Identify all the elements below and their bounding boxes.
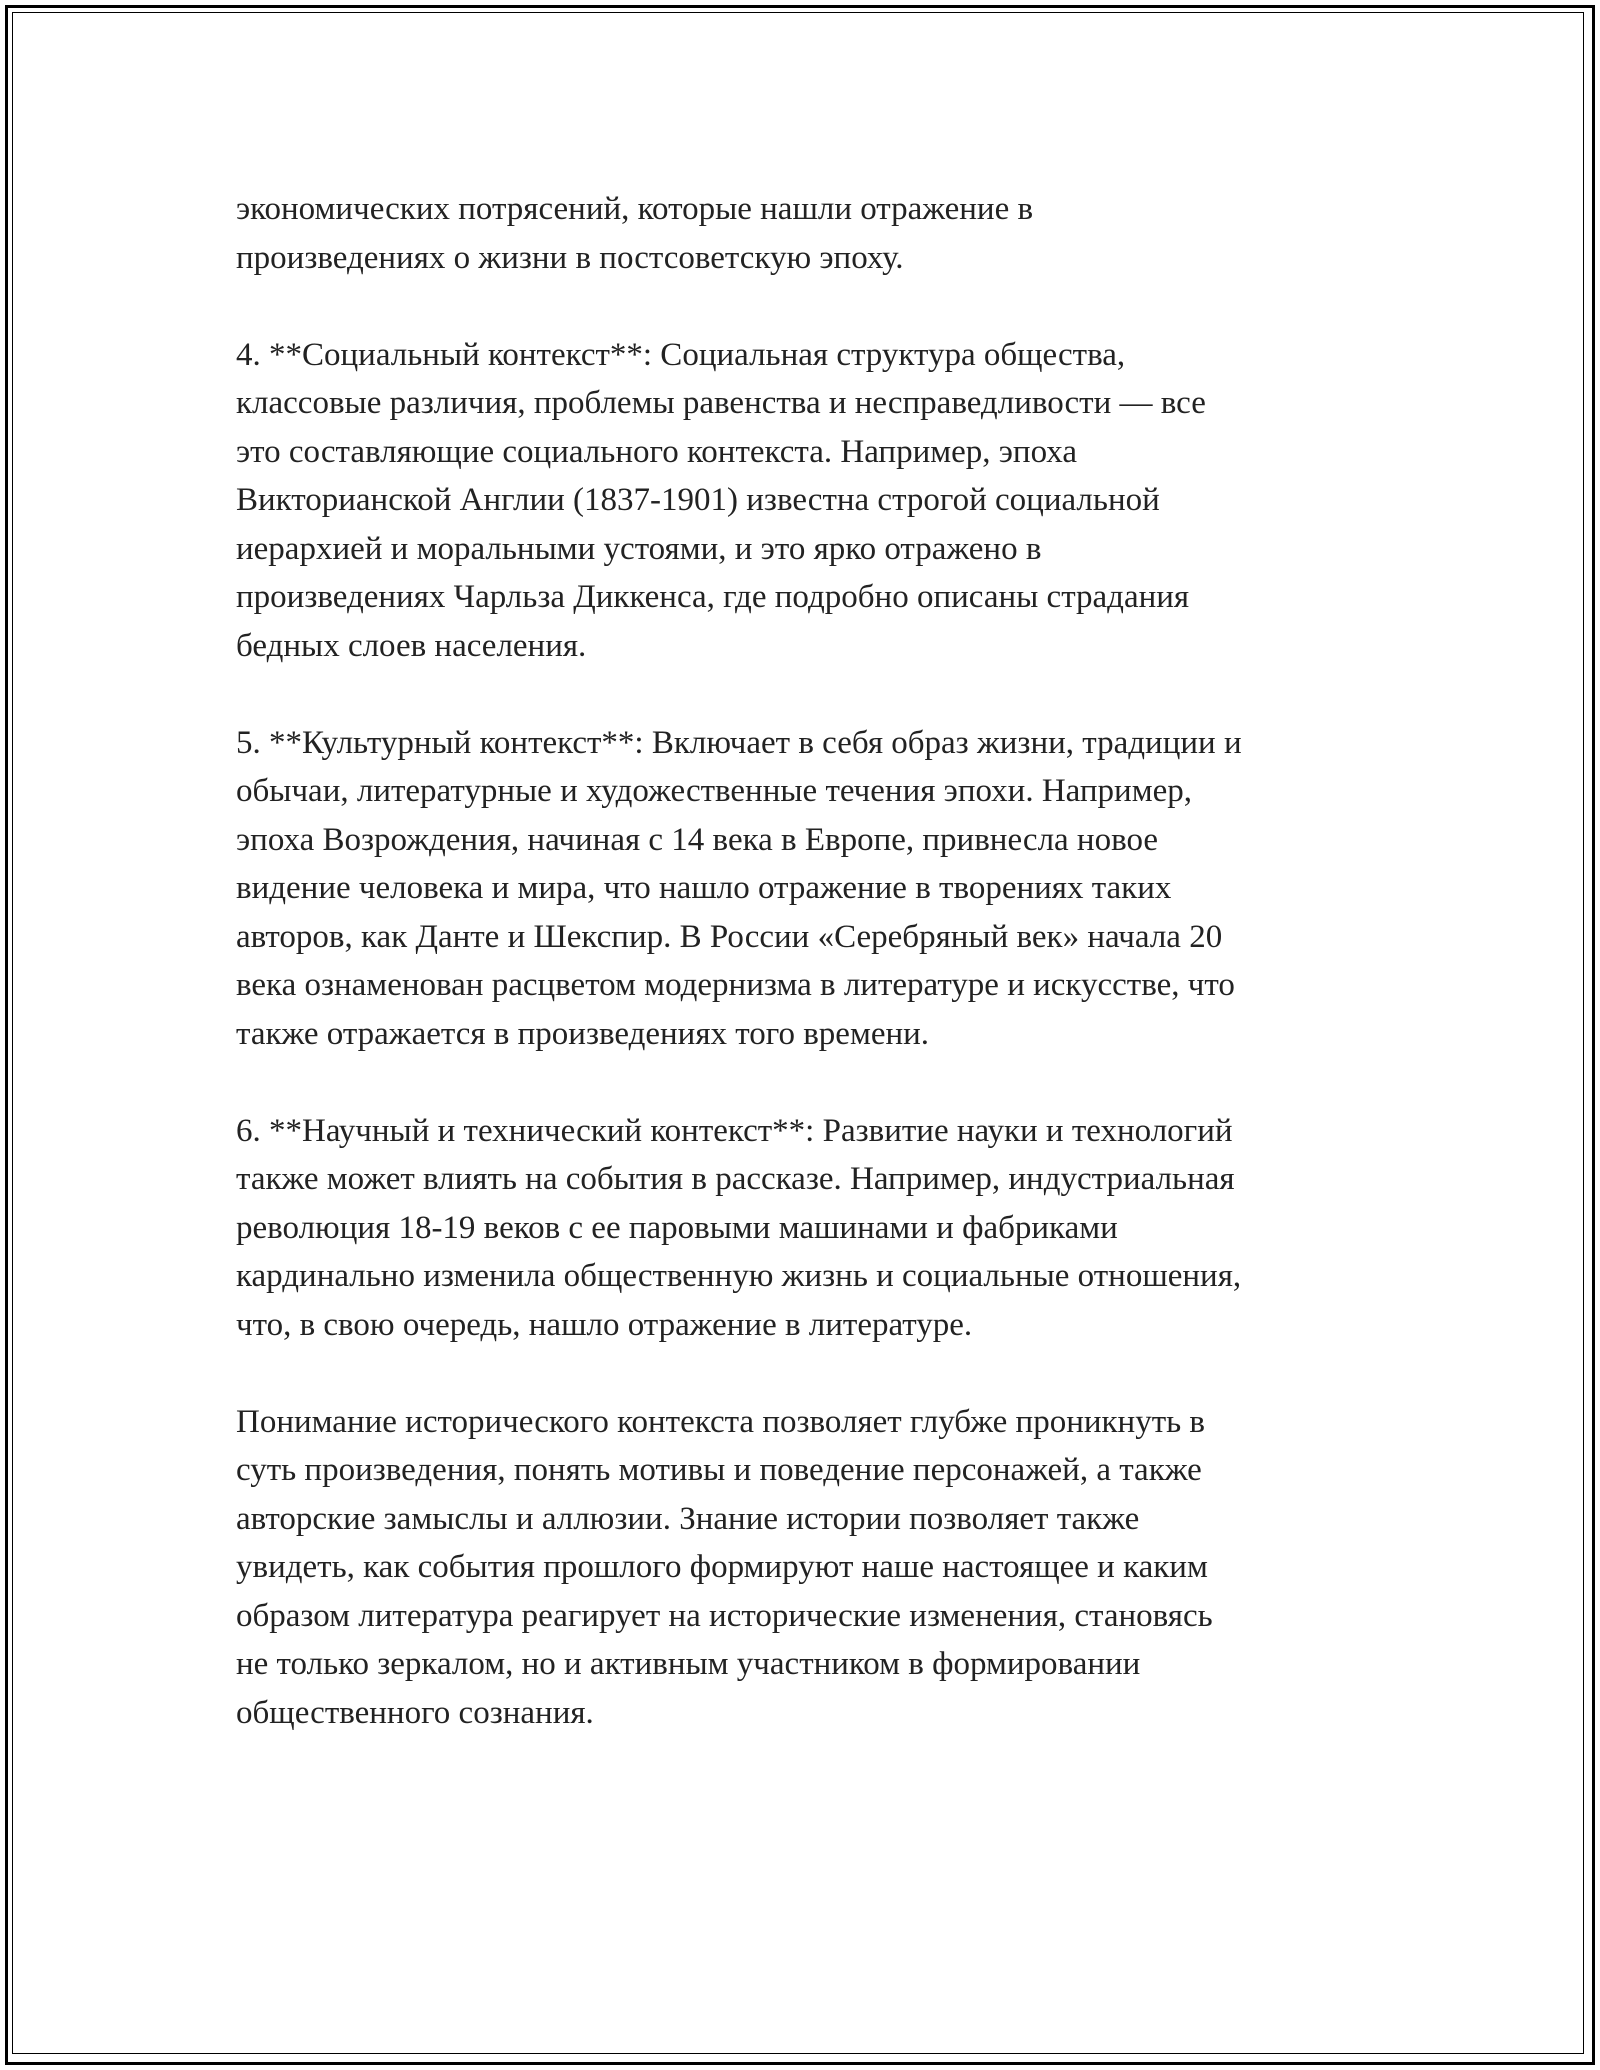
paragraph-conclusion (236, 1398, 1386, 1738)
text-line: революция 18-19 веков с ее паровыми машинами и фабриками (236, 1209, 1118, 1246)
paragraph-social-context (236, 331, 1386, 671)
text-line: 5. **Культурный контекст**: Включает в себя образ жизни, традиции и (236, 724, 1242, 761)
text-line: произведениях Чарльза Диккенса, где подробно описаны страдания (236, 579, 1190, 615)
text-line: не только зеркалом, но и активным участником в формировании (236, 1646, 1141, 1682)
text-line: 4. **Социальный контекст**: Социальная структура общества, (236, 336, 1126, 373)
text-line: экономических потрясений, которые нашли отражение в (236, 191, 1034, 227)
text-line: что, в свою очередь, нашло отражение в литературе. (236, 1306, 973, 1343)
text-line: классовые различия, проблемы равенства и несправедливости — все (236, 385, 1206, 421)
text-line: видение человека и мира, что нашло отражение в творениях таких (236, 870, 1172, 906)
text-line: Викторианской Англии (1837-1901) известна строгой социальной (236, 482, 1160, 518)
text-line: эпоха Возрождения, начиная с 14 века в Европе, привнесла новое (236, 821, 1159, 858)
text-line: кардинально изменила общественную жизнь и социальные отношения, (236, 1258, 1242, 1294)
text-line: также отражается в произведениях того времени. (236, 1015, 930, 1052)
paragraph-cultural-context (236, 719, 1386, 1059)
text-line: 6. **Научный и технический контекст**: Развитие науки и технологий (236, 1112, 1233, 1149)
document-body (236, 185, 1386, 1786)
text-line: образом литература реагирует на исторические изменения, становясь (236, 1597, 1213, 1634)
text-line: Понимание исторического контекста позволяет глубже проникнуть в (236, 1403, 1206, 1440)
paragraph-scientific-context (236, 1107, 1386, 1350)
text-line: бедных слоев населения. (236, 627, 587, 664)
text-line: суть произведения, понять мотивы и поведение персонажей, а также (236, 1452, 1202, 1488)
text-line: иерархией и моральными устоями, и это ярко отражено в (236, 530, 1042, 567)
text-line: увидеть, как события прошлого формируют наше настоящее и каким (236, 1549, 1208, 1585)
text-line: обычаи, литературные и художественные течения эпохи. Например, (236, 773, 1192, 809)
text-line: произведениях о жизни в постсоветскую эпоху. (236, 239, 904, 276)
text-line: общественного сознания. (236, 1694, 594, 1731)
text-line: авторские замыслы и аллюзии. Знание истории позволяет также (236, 1500, 1140, 1537)
paragraph-economic-continuation (236, 185, 1386, 282)
text-line: авторов, как Данте и Шекспир. В России «Серебряный век» начала 20 (236, 918, 1223, 955)
text-line: века ознаменован расцветом модернизма в литературе и искусстве, что (236, 967, 1235, 1003)
text-line: также может влиять на события в рассказе. Например, индустриальная (236, 1161, 1235, 1197)
text-line: это составляющие социального контекста. Например, эпоха (236, 433, 1077, 470)
